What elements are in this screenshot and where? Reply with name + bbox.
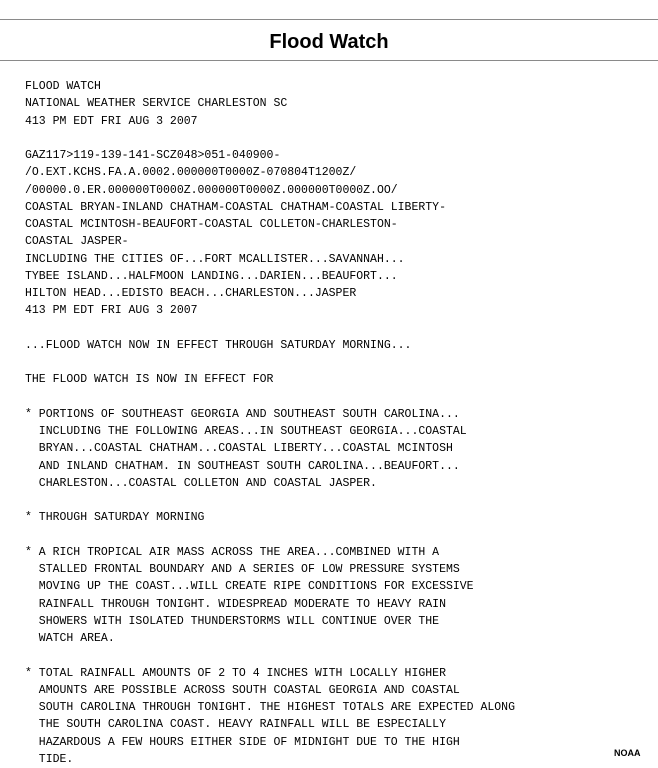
- flood-watch-bulletin: FLOOD WATCH NATIONAL WEATHER SERVICE CHARLESTON SC 413 PM EDT FRI AUG 3 2007 GAZ117>119-139-141-SCZ048>051-040900- /O.EXT.KCHS.FA.A.0002.000000T0000Z-070804T1200Z/ /00000.0.ER.000000T0000Z.000000T0000Z.000000T0000Z.OO/ COASTAL BRYAN-INLAND CHATHAM-COASTAL CHATHAM-COASTAL LIBERTY- COASTAL MCINTOSH-BEAUFORT-COASTAL COLLETON-CHARLESTON- COASTAL JASPER- INCLUDING THE CITIES OF...FORT MCALLISTER...SAVANNAH... TYBEE ISLAND...HALFMOON LANDING...DARIEN...BEAUFORT... HILTON HEAD...EDISTO BEACH...CHARLESTON...JASPER 413 PM EDT FRI AUG 3 2007 ...FLOOD WATCH NOW IN EFFECT THROUGH SATURDAY MORNING... THE FLOOD WATCH IS NOW IN EFFECT FOR * PORTIONS OF SOUTHEAST GEORGIA AND SOUTHEAST SOUTH CAROLINA... INCLUDING THE FOLLOWING AREAS...IN SOUTHEAST GEORGIA...COASTAL BRYAN...COASTAL CHATHAM...COASTAL LIBERTY...COASTAL MCINTOSH AND INLAND CHATHAM. IN SOUTHEAST SOUTH CAROLINA...BEAUFORT... CHARLESTON...COASTAL COLLETON AND COASTAL JASPER. * THROUGH SATURDAY MORNING * A RICH TROPICAL AIR MASS ACROSS THE AREA...COMBINED WITH A STALLED FRONTAL BOUNDARY AND A SERIES OF LOW PRESSURE SYSTEMS MOVING UP THE COAST...WILL CREATE RIPE CONDITIONS FOR EXCESSIVE RAINFALL THROUGH TONIGHT. WIDESPREAD MODERATE TO HEAVY RAIN SHOWERS WITH ISOLATED THUNDERSTORMS WILL CONTINUE OVER THE WATCH AREA. * TOTAL RAINFALL AMOUNTS OF 2 TO 4 INCHES WITH LOCALLY HIGHER AMOUNTS ARE POSSIBLE ACROSS SOUTH COASTAL GEORGIA AND COASTAL SOUTH CAROLINA THROUGH TONIGHT. THE HIGHEST TOTALS ARE EXPECTED ALONG THE SOUTH CAROLINA COAST. HEAVY RAINFALL WILL BE ESPECIALLY HAZARDOUS A FEW HOURS EITHER SIDE OF MIDNIGHT DUE TO THE HIGH TIDE.: [25, 80, 515, 766]
- header-top-rule: [0, 19, 658, 20]
- header-bottom-rule: [0, 60, 658, 61]
- page-header: [0, 0, 658, 61]
- page-title: Flood Watch: [269, 31, 389, 53]
- source-credit: NOAA: [614, 748, 641, 758]
